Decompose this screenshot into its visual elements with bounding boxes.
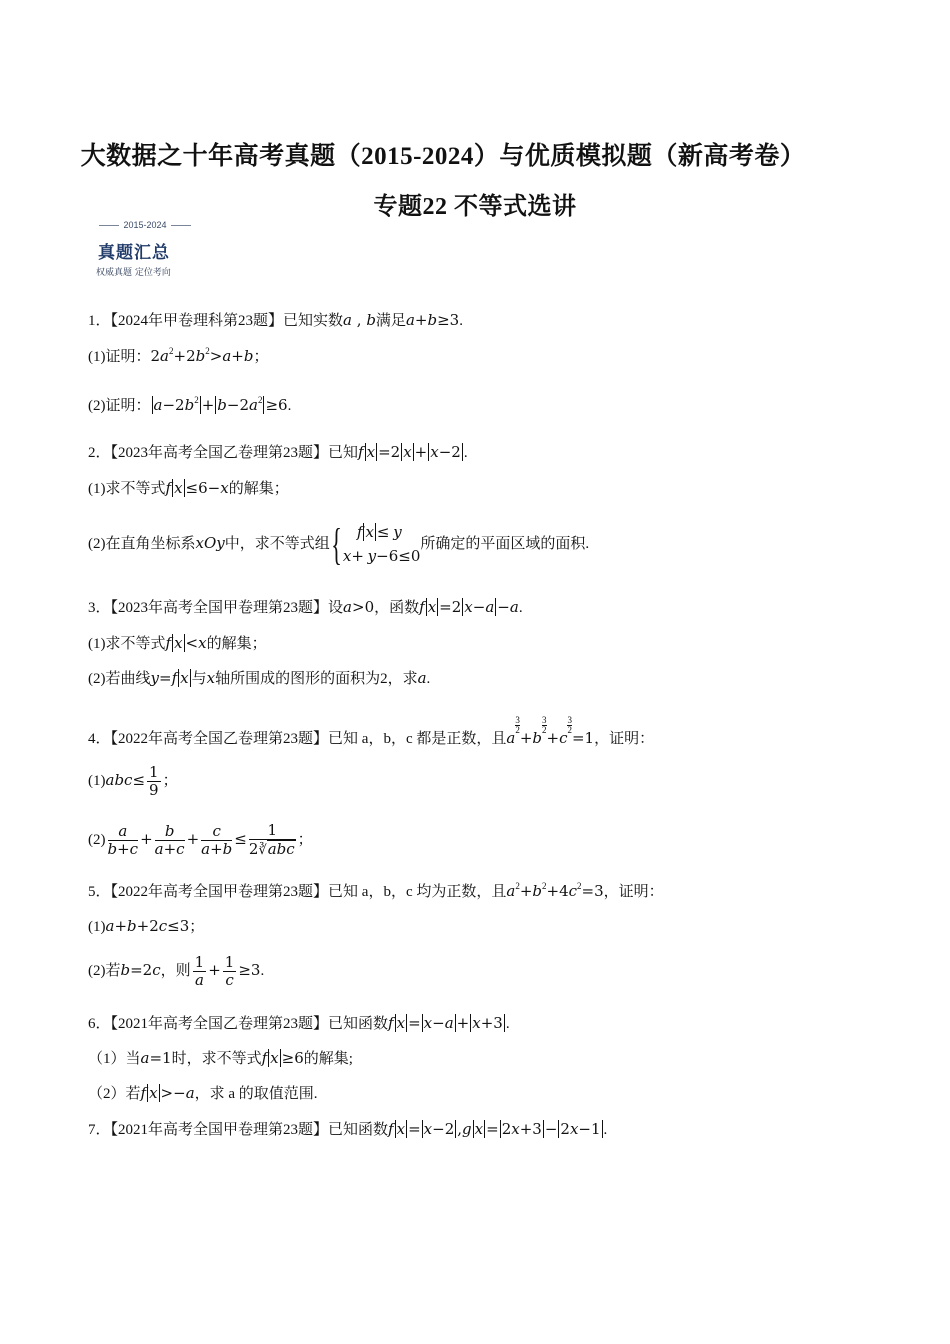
q2-stem: 2．【2023年高考全国乙卷理第23题】已知f x =2 x + x−2 . [88, 443, 468, 461]
q3-stem: 3．【2023年高考全国甲卷理第23题】设a>0，函数f x =2 x−a −a. [88, 598, 523, 616]
page-title: 大数据之十年高考真题（2015-2024）与优质模拟题（新高考卷） [80, 143, 806, 170]
q1-part1: (1)证明：$2a^2+2b^2>a+b$； [88, 346, 269, 365]
q2-part1: (1)求不等式f x ≤6−x的解集； [88, 479, 289, 497]
badge-main: 真题汇总 [98, 243, 170, 263]
page-subtitle: 专题22 不等式选讲 [373, 194, 577, 220]
q6-part1: （1）当a=1时，求不等式f x ≥6的解集; [88, 1049, 353, 1067]
q6-stem: 6．【2021年高考全国乙卷理第23题】已知函数f x = x−a + x+3 . [88, 1014, 510, 1032]
q3-part2: (2)若曲线y=f x 与x轴所围成的图形的面积为2，求a. [88, 669, 431, 687]
q4-part1: (1)abc≤ $\frac{1}{9}$ ； [88, 763, 178, 800]
badge-years: 2015-2024 [90, 220, 200, 230]
q2-part2: (2)在直角坐标系xOy中，求不等式组{ f x ≤ y x+ y−6≤0 所确定的平面区域的面积. [88, 519, 590, 569]
q1-stem: 1．【2024年甲卷理科第23题】已知实数a , b满足a+b≥3. [88, 311, 463, 329]
q5-stem: 5．【2022年高考全国甲卷理第23题】已知 a，b，c 均为正数，且$a^2+b^2+4c^2=3$，证明： [88, 881, 664, 900]
q6-part2: （2）若f x >−a，求 a 的取值范围. [88, 1084, 318, 1102]
q1-part2: (2)证明： $a-2b^2 + b-2a^2 \ge 6$. [88, 395, 292, 414]
q5-part2: (2)若b=2c，则 $\frac{1}{a}$ + $\frac{1}{c}$ ≥3. [88, 953, 265, 990]
badge-sub: 权威真题 定位考向 [96, 268, 171, 278]
q7-stem: 7．【2021年高考全国甲卷理第23题】已知函数f x = x−2 ,g x = 2x+3 − 2x−1 . [88, 1120, 608, 1138]
q4-stem: 4．【2022年高考全国乙卷理第23题】已知 a，b，c 都是正数，且a $\frac{3}{2}$ +b $\frac{3}{2}$ +c $\frac{3}{2}$ =1，证明： [88, 715, 655, 747]
section-badge [90, 220, 200, 282]
q4-part2: (2) $\frac{a}{b+c}$ + $\frac{b}{a+c}$ + $\frac{c}{a+b}$ ≤ $\frac{1}{\text{2∛abc}}$ ； [88, 821, 313, 859]
q5-part1: (1)a+b+2c≤3； [88, 917, 205, 935]
q3-part1: (1)求不等式f x <x的解集； [88, 634, 267, 652]
